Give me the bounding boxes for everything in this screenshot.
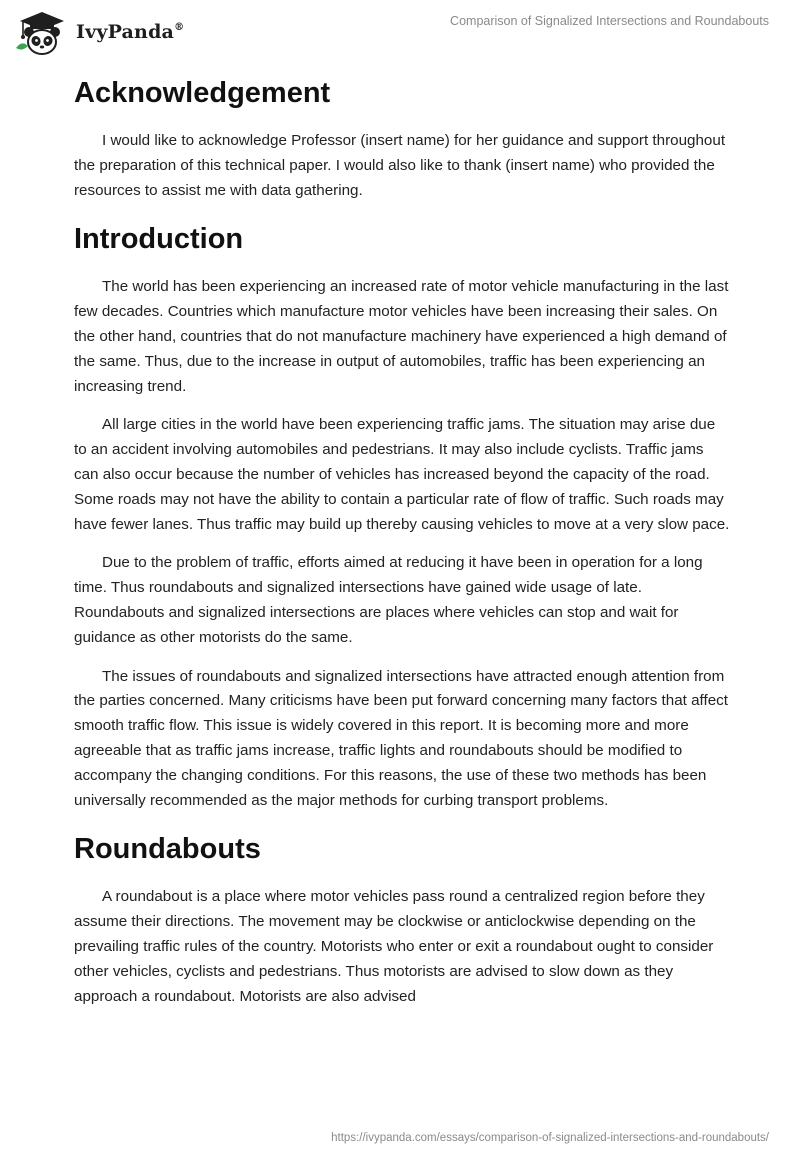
introduction-paragraph-3: Due to the problem of traffic, efforts aimed at reducing it have been in operation for a long time. Thus roundabouts and signalized intersections have gained wide usage of late. Roundabouts and signalized intersections are places where vehicles can stop and wait for guidance as other motorists do the same. — [74, 554, 703, 646]
page-header — [0, 0, 800, 60]
ivypanda-logo[interactable] — [12, 10, 212, 56]
introduction-paragraph-4: The issues of roundabouts and signalized intersections have attracted enough attention from the parties concerned. Many criticisms have been put forward concerning many factors that affect smooth traffic flow. This issue is widely covered in this report. It is becoming more and more agreeable that as traffic jams increase, traffic lights and roundabouts should be modified to accompany the changing conditions. For this reasons, the use of these two methods has been universally recommended as the major methods for curbing transport problems. — [74, 667, 728, 809]
introduction-paragraph-1: The world has been experiencing an increased rate of motor vehicle manufacturing in the last few decades. Countries which manufacture motor vehicles have been increasing their sales. On the other hand, countries that do not manufacture machinery have experienced a high demand of the same. Thus, due to the increase in output of automobiles, traffic has been experiencing an increasing trend. — [74, 278, 729, 395]
essay-content — [74, 68, 730, 1023]
introduction-paragraph-2: All large cities in the world have been experiencing traffic jams. The situation may arise due to an accident involving automobiles and pedestrians. It may also include cyclists. Traffic jams can also occur because the number of vehicles has increased beyond the capacity of the road. Some roads may not have the ability to contain a particular rate of flow of traffic. Such roads may have fewer lanes. Thus traffic may build up thereby causing vehicles to move at a very slow pace. — [74, 416, 730, 533]
roundabouts-paragraph-1: A roundabout is a place where motor vehicles pass round a centralized region before they assume their directions. The movement may be clockwise or anticlockwise depending on the prevailing traffic rules of the country. Motorists who enter or exit a roundabout ought to consider other vehicles, cyclists and pedestrians. Thus motorists are advised to slow down as they approach a roundabout. Motorists are also advised — [74, 888, 714, 1005]
heading-introduction: Introduction — [74, 223, 244, 256]
heading-acknowledgement: Acknowledgement — [74, 77, 331, 109]
logo-text: IvyPanda® — [76, 21, 185, 43]
heading-roundabouts: Roundabouts — [74, 833, 261, 866]
source-url[interactable]: https://ivypanda.com/essays/comparison-of-signalized-intersections-and-roundabouts/ — [331, 1132, 769, 1144]
acknowledgement-paragraph: I would like to acknowledge Professor (insert name) for her guidance and support throughout the preparation of this technical paper. I would also like to thank (insert name) who provided the resources to assist me with data gathering. — [74, 132, 726, 199]
document-title: Comparison of Signalized Intersections and Roundabouts — [450, 14, 769, 28]
panda-graduate-icon — [12, 10, 72, 56]
